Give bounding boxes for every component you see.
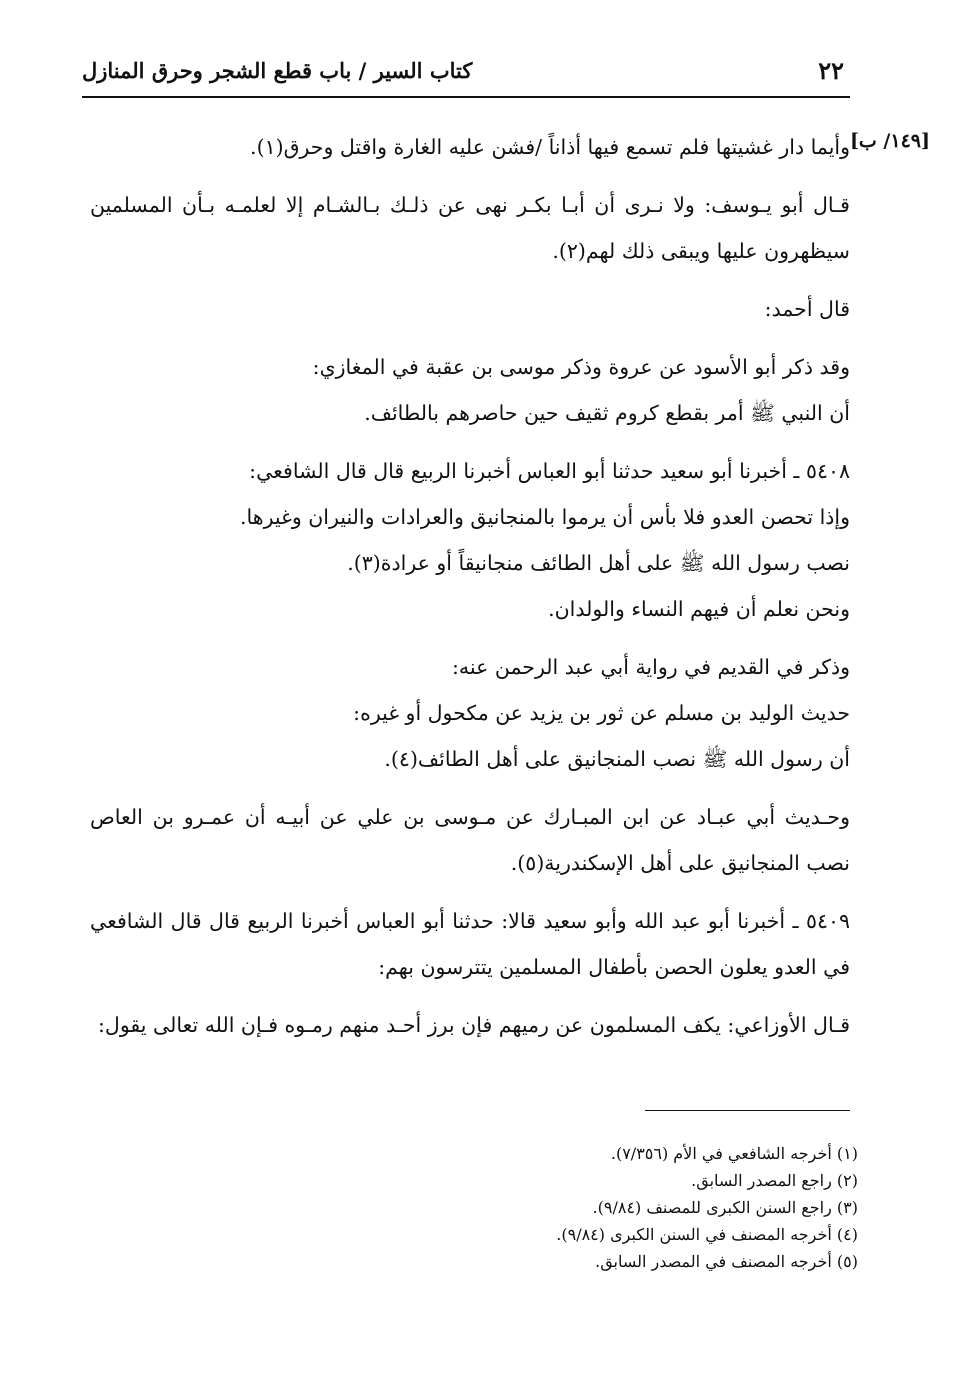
paragraph-9: ونحن نعلم أن فيهم النساء والولدان.	[548, 597, 850, 621]
body-text	[90, 124, 850, 1048]
paragraph-8: نصب رسول الله ﷺ على أهل الطائف منجانيقاً أو عرادة(٣).	[347, 551, 850, 575]
paragraph-10: وذكر في القديم في رواية أبي عبد الرحمن عنه:	[452, 655, 850, 679]
footnote-3: (٣) راجع السنن الكبرى للمصنف (٩/٨٤).	[592, 1198, 858, 1217]
paragraph-3: قال أحمد:	[764, 297, 850, 321]
paragraph-6: ٥٤٠٨ ـ أخبرنا أبو سعيد حدثنا أبو العباس أخبرنا الربيع قال قال الشافعي:	[249, 459, 850, 483]
paragraph-13: وحـديث أبي عبـاد عن ابن المبـارك عن مـوسى بن علي عن أبيـه أن عمـرو بن العاص نصب المنجانيق على أهل الإسكندرية(٥).	[90, 805, 850, 875]
paragraph-5: أن النبي ﷺ أمر بقطع كروم ثقيف حين حاصرهم بالطائف.	[364, 401, 850, 425]
paragraph-15: قـال الأوزاعي: يكف المسلمون عن رميهم فإن برز أحـد منهم رمـوه فـإن الله تعالى يقول:	[98, 1013, 850, 1037]
margin-folio-reference: [١٤٩/ ب]	[849, 130, 930, 152]
paragraph-4: وقد ذكر أبو الأسود عن عروة وذكر موسى بن عقبة في المغازي:	[312, 355, 850, 379]
footnote-4: (٤) أخرجه المصنف في السنن الكبرى (٩/٨٤).	[556, 1225, 858, 1244]
header-rule	[82, 96, 850, 98]
footnote-5: (٥) أخرجه المصنف في المصدر السابق.	[595, 1252, 858, 1271]
page-number: ٢٢	[818, 56, 844, 85]
footnote-2: (٢) راجع المصدر السابق.	[691, 1171, 858, 1190]
footnote-separator	[645, 1110, 850, 1111]
paragraph-12: أن رسول الله ﷺ نصب المنجانيق على أهل الطائف(٤).	[384, 747, 850, 771]
page-header	[82, 52, 850, 94]
footnotes	[358, 1140, 858, 1275]
paragraph-14: ٥٤٠٩ ـ أخبرنا أبو عبد الله وأبو سعيد قالا: حدثنا أبو العباس أخبرنا الربيع قال قال الشافعي في العدو يعلون الحصن بأطفال المسلمين يتترسون بهم:	[90, 909, 850, 979]
paragraph-2: قـال أبو يـوسف: ولا نـرى أن أبـا بكـر نهى عن ذلـك بـالشـام إلا لعلمـه بـأن المسلمين سيظهرون عليها ويبقى ذلك لهم(٢).	[90, 193, 850, 263]
paragraph-1: وأيما دار غشيتها فلم تسمع فيها أذاناً /فشن عليه الغارة واقتل وحرق(١).	[250, 135, 850, 159]
running-title: كتاب السير / باب قطع الشجر وحرق المنازل	[82, 58, 473, 83]
paragraph-7: وإذا تحصن العدو فلا بأس أن يرموا بالمنجانيق والعرادات والنيران وغيرها.	[240, 505, 850, 529]
paragraph-11: حديث الوليد بن مسلم عن ثور بن يزيد عن مكحول أو غيره:	[353, 701, 850, 725]
footnote-1: (١) أخرجه الشافعي في الأم (٧/٣٥٦).	[610, 1144, 858, 1163]
